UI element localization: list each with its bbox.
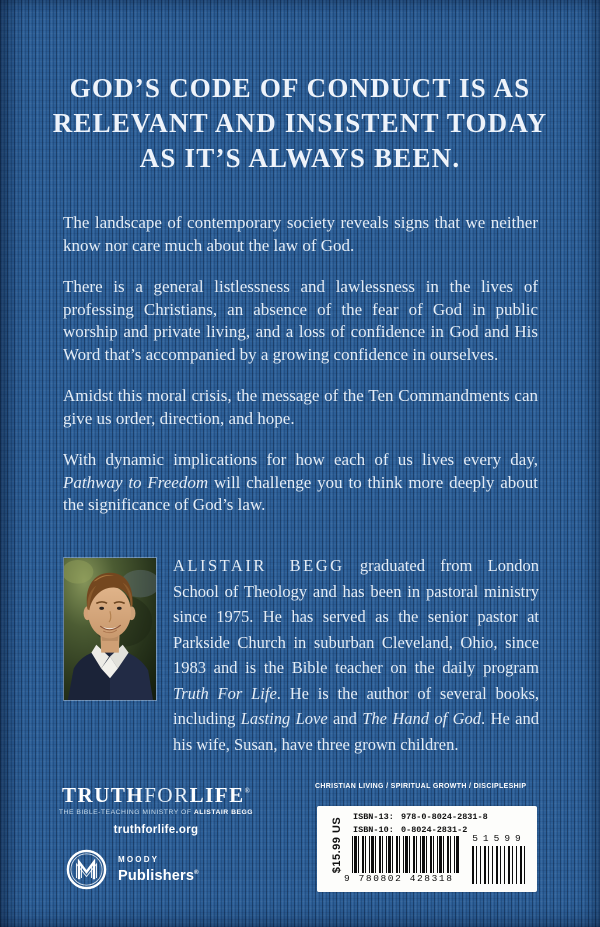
author-name: ALISTAIR BEGG	[173, 556, 345, 575]
headline-line-1: GOD’S CODE OF CONDUCT IS AS	[69, 73, 531, 103]
isbn13-line	[353, 811, 488, 824]
isbn-block	[353, 811, 488, 837]
book2-title-italic: The Hand of God	[362, 709, 482, 728]
registered-mark: ®	[244, 787, 250, 795]
synopsis-paragraph-1: The landscape of contemporary society reveals signs that we neither know nor care much about the law of God.	[63, 213, 538, 255]
isbn13-label: ISBN-13:	[353, 812, 394, 822]
moody-publishers-text: Publishers	[118, 868, 195, 884]
isbn13-value: 978-0-8024-2831-8	[401, 812, 488, 822]
headline-line-2: RELEVANT AND INSISTENT TODAY	[52, 108, 548, 138]
registered-mark: ®	[194, 870, 199, 876]
category-label: CHRISTIAN LIVING / SPIRITUAL GROWTH / DISCIPLESHIP	[315, 783, 527, 790]
author-bio-text-4: . He and his wife, Susan, have three grown children.	[173, 709, 539, 754]
author-bio	[173, 553, 539, 757]
synopsis-paragraph-2: There is a general listlessness and lawlessness in the lives of professing Christians, an absence of the fear of God in public worship and private living, and a loss of confidence in God and His Word that’s accompanied by a growing confidence in ourselves.	[63, 277, 538, 364]
addon-digits: 51599	[472, 833, 526, 844]
truth-for-life-logo	[58, 781, 254, 806]
ean-digits: 9 780802 428318	[344, 873, 454, 884]
author-portrait-image	[63, 557, 157, 701]
addon-barcode-bars	[472, 846, 526, 884]
moody-wordmark	[118, 855, 199, 884]
tfl-tagline	[58, 809, 254, 816]
synopsis-paragraph-3: Amidst this moral crisis, the message of the Ten Commandments can give us order, direction, and hope.	[63, 386, 538, 428]
tfl-word-life: LIFE	[189, 783, 245, 807]
program-title-italic: Truth For Life	[173, 683, 277, 703]
author-portrait-graphic	[64, 558, 156, 700]
headline-line-3: AS IT’S ALWAYS BEEN.	[139, 143, 461, 173]
moody-m-icon	[66, 849, 107, 890]
tfl-tagline-name: ALISTAIR BEGG	[193, 809, 254, 816]
synopsis-p4-text-end: will challenge you to think more deeply about the significance of God’s law.	[63, 472, 538, 514]
isbn10-value: 0-8024-2831-2	[401, 825, 468, 835]
isbn10-label: ISBN-10:	[353, 825, 394, 835]
tfl-word-for: FOR	[144, 783, 190, 807]
headline	[28, 71, 572, 176]
tfl-tagline-prefix: THE BIBLE-TEACHING MINISTRY OF	[58, 809, 194, 816]
tfl-url: truthforlife.org	[113, 824, 199, 836]
moody-name: MOODY	[118, 855, 160, 864]
barcode-panel	[317, 806, 537, 892]
book-title-italic: Pathway to Freedom	[63, 472, 209, 492]
author-bio-text-1: graduated from London School of Theology and has been in pastoral ministry since 1975. He has served as the senior pastor at Parkside Church in suburban Cleveland, Ohio, since 1983 and is the Bible teacher on the daily program	[173, 556, 539, 677]
author-bio-text-3: and	[327, 709, 363, 728]
synopsis	[63, 212, 538, 536]
price-label: $15.99 US	[331, 816, 343, 874]
ean-barcode-bars	[352, 836, 460, 873]
book1-title-italic: Lasting Love	[240, 709, 328, 728]
synopsis-paragraph-4	[63, 449, 538, 517]
truth-for-life-block	[58, 781, 254, 836]
moody-publishers-label	[118, 865, 199, 884]
tfl-word-truth: TRUTH	[62, 783, 145, 807]
author-bio-text-2: . He is the author of several books, including	[173, 683, 539, 728]
moody-publishers-logo	[66, 849, 199, 890]
synopsis-p4-text: With dynamic implications for how each of us lives every day,	[63, 450, 538, 469]
